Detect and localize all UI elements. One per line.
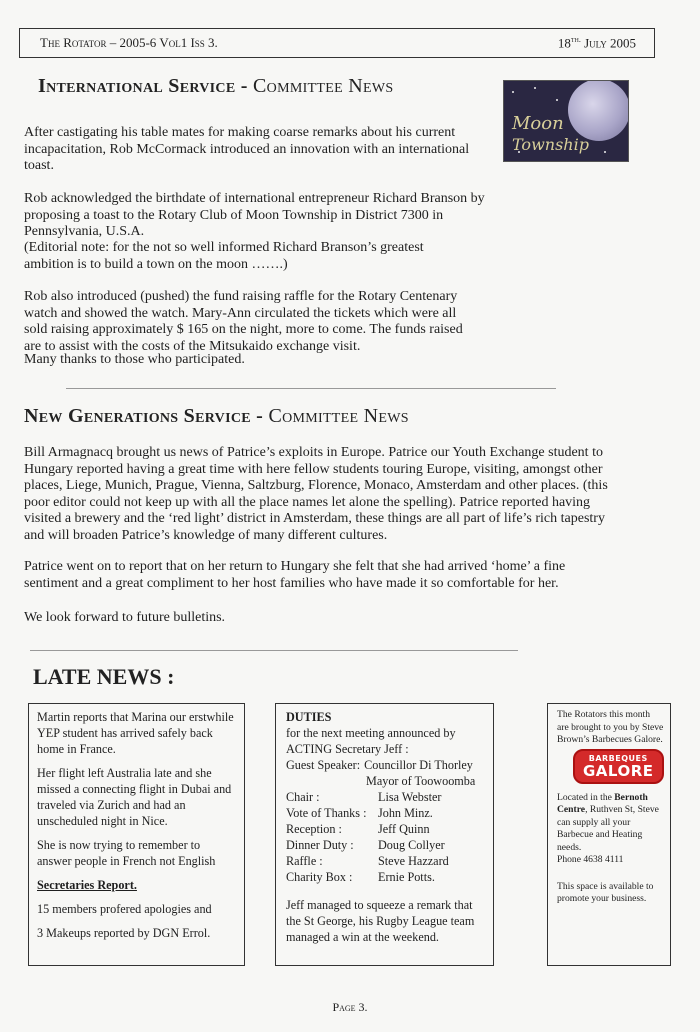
advert-promo: This space is available to promote your business. [557,880,654,904]
international-paragraph-2: Rob acknowledged the birthdate of international entrepreneur Richard Branson by proposing a toast to the Rotary Club of Moon Township in District 7300 in Pennsylvania, U.S.A. [24,191,485,239]
marina-paragraph-2: Her flight left Australia late and she missed a connecting flight in Dubai and traveled via Zurich and had an unscheduled night in Nice. [37,766,232,828]
duty-row [286,837,485,853]
guest-speaker-name: Councillor Di Thorley [364,758,473,772]
duty-name: Steve Hazzard [378,854,449,868]
advert-phone: Phone 4638 4111 [557,854,624,865]
newsletter-header [19,28,655,58]
duties-heading: DUTIES [286,710,332,724]
duty-role: Vote of Thanks : [286,806,367,820]
international-paragraph-3: (Editorial note: for the not so well informed Richard Branson’s greatest ambition is to build a town on the moon …….) [24,240,424,272]
duties-intro-1: for the next meeting announced by [286,726,456,740]
duty-row [286,789,485,805]
duty-role: Charity Box : [286,870,353,884]
international-paragraph-4: Rob also introduced (pushed) the fund raising raffle for the Rotary Centenary watch and showed the watch. Mary-Ann circulated the tickets which were all sold raising approximately $ 165 on the night, more to come. The funds raised are to assist with the costs of the Mitsukaido exchange visit. [24,289,463,354]
guest-speaker-title: Mayor of Toowoomba [366,774,476,788]
duty-row [286,821,485,837]
header-issue: The Rotator – 2005-6 Vol1 Iss 3. [40,35,218,50]
advert-intro: The Rotators this month are brought to you by Steve Brown’s Barbecues Galore. [557,709,664,745]
international-paragraph-1: After castigating his table mates for making coarse remarks about his current incapacitation, Rob McCormack introduced an innovation with an international toast. [24,125,470,173]
duty-role: Dinner Duty : [286,838,354,852]
late-news-title: LATE NEWS : [33,664,175,689]
late-news-box-duties [275,703,494,966]
marina-paragraph-3: She is now trying to remember to answer people in French not English [37,838,216,868]
duty-row [286,805,485,821]
secretaries-report-makeups: 3 Makeups reported by DGN Errol. [37,926,211,940]
logo-word-moon: Moon [512,113,564,134]
section-divider [30,650,518,651]
duties-note: Jeff managed to squeeze a remark that the St George, his Rugby League team managed a win at the weekend. [286,898,475,944]
duty-name: Doug Collyer [378,838,445,852]
duty-role: Reception : [286,822,342,836]
international-paragraph-5: Many thanks to those who participated. [24,352,245,367]
international-section-title: International Service - Committee News [38,75,394,97]
duty-name: Lisa Webster [378,790,442,804]
logo-word-township: Township [512,135,589,154]
duty-name: Jeff Quinn [378,822,430,836]
duty-row [286,853,485,869]
duties-intro-2: ACTING Secretary Jeff : [286,742,409,756]
duty-row [286,869,485,885]
new-generations-section-title: New Generations Service - Committee News [24,405,409,427]
secretaries-report-apologies: 15 members profered apologies and [37,902,212,916]
new-generations-paragraph-3: We look forward to future bulletins. [24,610,226,625]
page-number: Page 3. [332,1000,368,1014]
barbeques-galore-logo: BARBEQUES GALORE [573,749,664,784]
guest-speaker-row [286,757,485,773]
duty-role: Raffle : [286,854,323,868]
advert-location: Located in the Bernoth Centre, Ruthven St, Steve can supply all your Barbecue and Heating needs. [557,791,659,853]
marina-paragraph-1: Martin reports that Marina our erstwhile YEP student has arrived safely back home in France. [37,710,234,756]
late-news-box-marina [28,703,245,966]
duty-name: Ernie Potts. [378,870,435,884]
moon-icon [568,80,629,141]
new-generations-paragraph-2: Patrice went on to report that on her return to Hungary she felt that she had arrived ‘home’ a fine sentiment and a great compliment to her host families who have made it so comfortable for her. [24,559,566,591]
duty-role: Chair : [286,790,320,804]
section-divider [66,388,556,389]
secretaries-report-heading: Secretaries Report. [37,878,137,892]
duty-name: John Minz. [378,806,433,820]
guest-speaker-label: Guest Speaker: [286,758,361,772]
new-generations-paragraph-1: Bill Armagnacq brought us news of Patrice’s exploits in Europe. Patrice our Youth Exchange student to Hungary reported having a great time with here fellow students touring Europe, visiting, amongst other places, Liege, Munich, Prague, Vienna, Saltzburg, Florence, Monaco, Amsterdam and other places. (this poor editor could not keep up with all the place names let alone the spelling). Patrice reported having visited a brewery and the ‘red light’ district in Amsterdam, these things are all part of life’s rich tapestry and will broaden Patrice’s knowledge of many different cultures. [24,445,608,543]
advert-box [547,703,671,966]
header-date: $18^{th.}$ July 2005 [557,34,636,51]
moon-township-logo [503,80,629,162]
